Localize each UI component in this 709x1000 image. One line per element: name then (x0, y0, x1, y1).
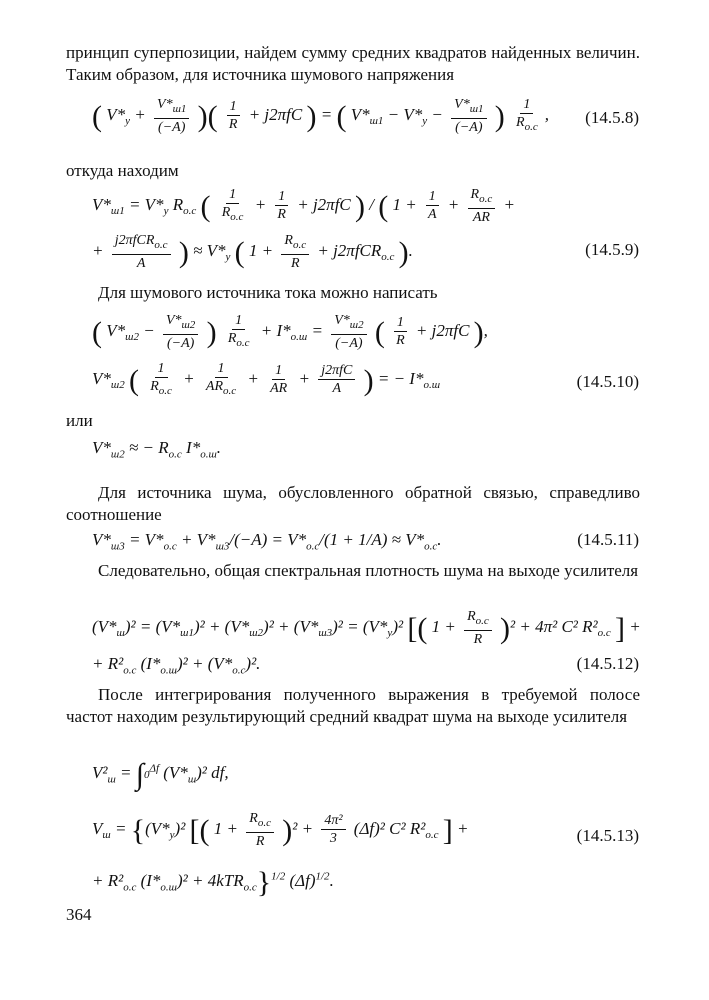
paragraph-integration: После интегрирования полученного выражения в требуемой полосе частот находим результирующий средний квадрат шума на выходе усилителя (66, 685, 640, 726)
equation-14-5-8: ( $V*_у$ + $\frac{V*_{ш1}}{(-A)}$ )( $\frac{1}{R}$ + j2πfC ) = ( $V*_{ш1} - V*_у$ − $\frac{V*_{ш1}}{(-A)}$ ) $\frac{1}{R_{о.с}}$ , (92, 97, 549, 135)
equation-number-14-5-10: (14.5.10) (576, 372, 639, 391)
paragraph-or: или (66, 411, 93, 430)
equation-number-14-5-12: (14.5.12) (576, 654, 639, 673)
paragraph-feedback-noise: Для источника шума, обусловленного обратной связью, справедливо соотношение (66, 483, 640, 524)
equation-14-5-11: $V*_{ш3} = V*_{о.с} + V*_{ш3}/(-A) = V*_{о.с}/(1 + 1/A) \approx V*_{о.с}$. (92, 530, 442, 553)
equation-number-14-5-8: (14.5.8) (585, 108, 639, 127)
equation-14-5-10-line-1: ( $V*_{ш2}$ − $\frac{V*_{ш2}}{(-A)}$ ) $\frac{1}{R_{о.с}}$ + $I*_{о.ш}$ = $\frac{V*_{ш2}}{(-A)}$ ( $\frac{1}{R}$ + j2πfC ), (92, 313, 488, 351)
paragraph-intro: принцип суперпозиции, найдем сумму средних квадратов найденных величин. Таким образом, для источника шумового напряжения (66, 43, 640, 84)
equation-14-5-12-line-2: + $R^2_{о.с}$ $(I*_{о.ш})^2 + (V*_{о.с})^2$. (92, 654, 261, 677)
equation-approx: $V*_{ш2}$ ≈ − $R_{о.с}$ $I*_{о.ш}$. (92, 438, 222, 461)
paragraph-spectral-density: Следовательно, общая спектральная плотность шума на выходе усилителя (98, 561, 639, 580)
equation-14-5-12-line-1: $(V*_ш)^2 = (V*_{ш1})^2 + (V*_{ш2})^2 + (V*_{ш3})^2 = (V*_у)^2$ [( 1 + $\frac{R_{о.с}}{R}$ )² + 4π² C² $R^2_{о.с}$ ] + (92, 609, 641, 647)
equation-number-14-5-11: (14.5.11) (577, 530, 639, 549)
equation-14-5-13-line-1: $V^2_ш = \int 0^{\Delta f}$ $(V*_ш)^2$ df, (92, 758, 229, 791)
equation-number-14-5-13: (14.5.13) (576, 826, 639, 845)
equation-14-5-9-line-2: + $\frac{j2\pi fCR_{о.с}}{A}$ ) ≈ $V*_у$ ( 1 + $\frac{R_{о.с}}{R}$ + j2πfCR$_{о.с}$ ). (92, 233, 413, 271)
page-number: 364 (66, 905, 92, 924)
equation-14-5-13-line-3: + $R^2_{о.с}$ $(I*_{о.ш})^2 + 4kTR_{о.с}\}^{1/2}$ $(\Delta f)^{1/2}$. (92, 866, 334, 899)
equation-number-14-5-9: (14.5.9) (585, 240, 639, 259)
equation-14-5-9-line-1: $V*_{ш1} = V*_у$ $R_{о.с}$ ( $\frac{1}{R_{о.с}}$ + $\frac{1}{R}$ + j2πfC ) / ( 1 + $\frac{1}{A}$ + $\frac{R_{о.с}}{AR}$ + (92, 187, 515, 225)
paragraph-current-source: Для шумового источника тока можно написать (98, 283, 438, 302)
paragraph-hence: откуда находим (66, 161, 179, 180)
equation-14-5-13-line-2: $V_ш = \{(V*_у)^2$ [( 1 + $\frac{R_{о.с}}{R}$ )² + $\frac{\text{4π²}}{3}$ (Δf)² C² $R^2_{о.с}$ ] + (92, 811, 469, 849)
equation-14-5-10-line-2: $V*_{ш2}$ ( $\frac{1}{R_{о.с}}$ + $\frac{1}{AR_{о.с}}$ + $\frac{1}{AR}$ + $\frac{\text{j2πfC}}{A}$ ) = − $I*_{о.ш}$ (92, 361, 441, 397)
